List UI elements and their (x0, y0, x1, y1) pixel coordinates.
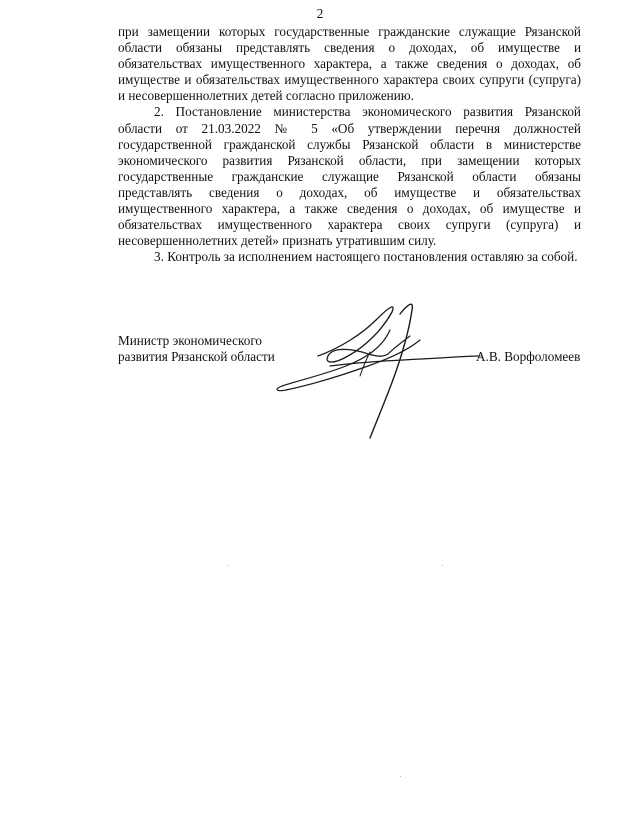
signer-name: А.В. Ворфоломеев (476, 349, 581, 364)
text-line: имущественного характера, а также сведения о доходах, об имуществе (118, 201, 565, 217)
signer-position-line: развития Рязанской области (118, 349, 275, 365)
scan-speck (228, 565, 229, 566)
document-body (118, 24, 581, 265)
scan-speck (442, 565, 443, 566)
text-line: области обязаны представлять сведения о доходах, об имуществе (118, 40, 560, 56)
signer-position-line: Министр экономического (118, 333, 263, 348)
text-line: об имуществе и обязательствах имущественного характера своих супруги (118, 56, 581, 88)
text-line: государственные гражданские служащие Рязанской области обязаны (118, 168, 581, 184)
text-line: экономического развития Рязанской области, при замещении которых (118, 152, 581, 168)
text-line: государственной гражданской службы Рязанской области в министерстве (118, 136, 581, 152)
paragraph-continuation (118, 24, 581, 104)
text-line: 3. Контроль за исполнением настоящего постановления оставляю за собой. (154, 249, 578, 265)
paragraph-3 (118, 249, 581, 265)
text-line: представлять сведения о доходах, об имуществе и обязательствах (118, 184, 581, 200)
handwritten-signature (270, 290, 485, 440)
text-line: и обязательствах имущественного характера, а также сведения о доходах, (118, 40, 582, 72)
text-line: и несовершеннолетних детей» признать утратившим силу. (118, 217, 582, 249)
paragraph-2 (118, 104, 581, 249)
text-line: 2. Постановление министерства экономического развития Рязанской (154, 104, 581, 120)
text-line: при замещении которых государственные гражданские служащие Рязанской (118, 24, 581, 39)
scan-speck (400, 776, 401, 777)
text-line: и обязательствах имущественного характера своих супруги (супруга) (118, 201, 582, 233)
page-number: 2 (316, 6, 324, 21)
text-line: области от 21.03.2022 № 5 «Об утверждении перечня должностей (118, 120, 581, 136)
text-line: (супруга) и несовершеннолетних детей согласно приложению. (118, 72, 582, 104)
